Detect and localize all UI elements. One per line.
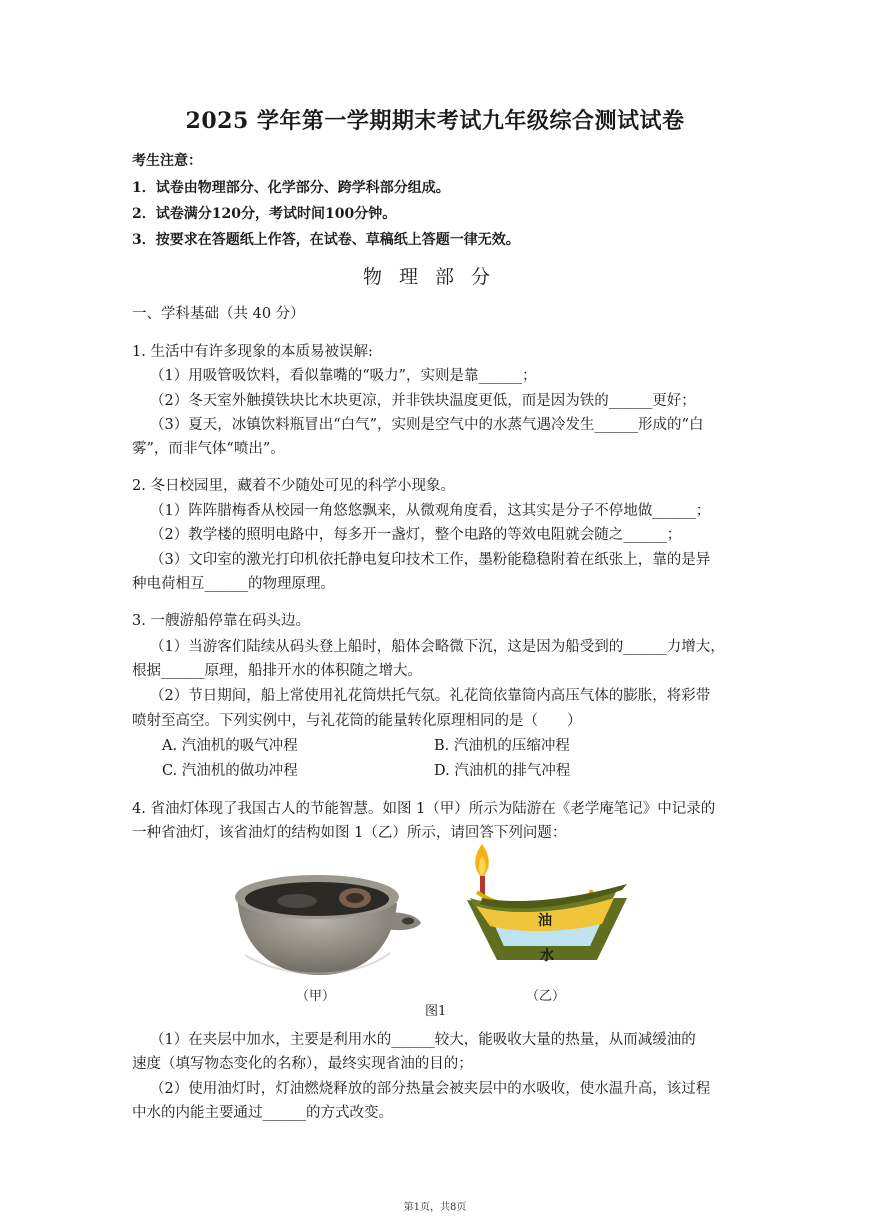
q3-stem: 3. 一艘游船停靠在码头边。 [132,613,310,629]
notice-item-3: 3．按要求在答题纸上作答，在试卷、草稿纸上答题一律无效。 [132,232,520,248]
q2-sub-3-cont: 种电荷相互______的物理原理。 [132,576,335,592]
q1-sub-3: （3）夏天，冰镇饮料瓶冒出“白气”，实则是空气中的水蒸气遇冷发生______形成的“白 [150,417,704,433]
label-oil: 油 [538,913,552,929]
q1-sub-3-cont: 雾”，而非气体“喷出”。 [132,441,285,457]
q4-sub-2-cont: 中水的内能主要通过______的方式改变。 [132,1105,393,1121]
q2-sub-3: （3）文印室的激光打印机依托静电复印技术工作，墨粉能稳稳附着在纸张上，靠的是异 [150,552,711,568]
oil-lamp-photo [225,855,425,985]
label-water: 水 [540,948,554,964]
figure-caption: 图1 [425,1004,447,1019]
section-title: 物理部分 [362,266,507,288]
notice-item-2: 2．试卷满分120分，考试时间100分钟。 [132,206,397,222]
exam-title: 2025 学年第一学期期末考试九年级综合测试试卷 [185,108,685,134]
notice-heading: 考生注意： [132,153,202,169]
part-title: 一、学科基础（共 40 分） [132,306,305,322]
q4-sub-1: （1）在夹层中加水，主要是利用水的______较大，能吸收大量的热量，从而减缓油的 [150,1032,696,1048]
q2-sub-2: （2）教学楼的照明电路中，每多开一盏灯，整个电路的等效电阻就会随之______； [150,527,682,543]
q3-sub-1: （1）当游客们陆续从码头登上船时，船体会略微下沉，这是因为船受到的______力增大， [150,639,725,655]
q4-stem-2: 一种省油灯，该省油灯的结构如图 1（乙）所示，请回答下列问题： [132,825,567,841]
q4-sub-2: （2）使用油灯时，灯油燃烧释放的部分热量会被夹层中的水吸收，使水温升高，该过程 [150,1081,711,1097]
q3-sub-2: （2）节日期间，船上常使用礼花筒烘托气氛。礼花筒依靠筒内高压气体的膨胀，将彩带 [150,688,711,704]
q3-option-a: A. 汽油机的吸气冲程 [162,738,298,754]
q1-stem: 1. 生活中有许多现象的本质易被误解: [132,344,373,360]
q4-sub-1-cont: 速度（填写物态变化的名称），最终实现省油的目的； [132,1056,473,1072]
q1-sub-1: （1）用吸管吸饮料，看似靠嘴的“吸力”，实则是靠______； [150,368,537,384]
q3-sub-1-cont: 根据______原理，船排开水的体积随之增大。 [132,663,422,679]
q3-option-c: C. 汽油机的做功冲程 [162,763,298,779]
figure-label-yi: （乙） [526,989,566,1004]
notice-item-1: 1．试卷由物理部分、化学部分、跨学科部分组成。 [132,180,450,196]
page-footer: 第1页，共8页 [403,1202,467,1213]
q3-sub-2-cont: 喷射至高空。下列实例中，与礼花筒的能量转化原理相同的是（ ） [132,713,582,729]
q3-option-d: D. 汽油机的排气冲程 [434,763,571,779]
q4-stem-1: 4. 省油灯体现了我国古人的节能智慧。如图 1（甲）所示为陆游在《老学庵笔记》中记录的 [132,801,716,817]
figure-label-jia: （甲） [296,989,336,1004]
q1-sub-2: （2）冬天室外触摸铁块比木块更凉，并非铁块温度更低，而是因为铁的______更好； [150,393,696,409]
q2-sub-1: （1）阵阵腊梅香从校园一角悠悠飘来，从微观角度看，这其实是分子不停地做______； [150,503,711,519]
q3-option-b: B. 汽油机的压缩冲程 [434,738,570,754]
q2-stem: 2. 冬日校园里，藏着不少随处可见的科学小现象。 [132,478,455,494]
